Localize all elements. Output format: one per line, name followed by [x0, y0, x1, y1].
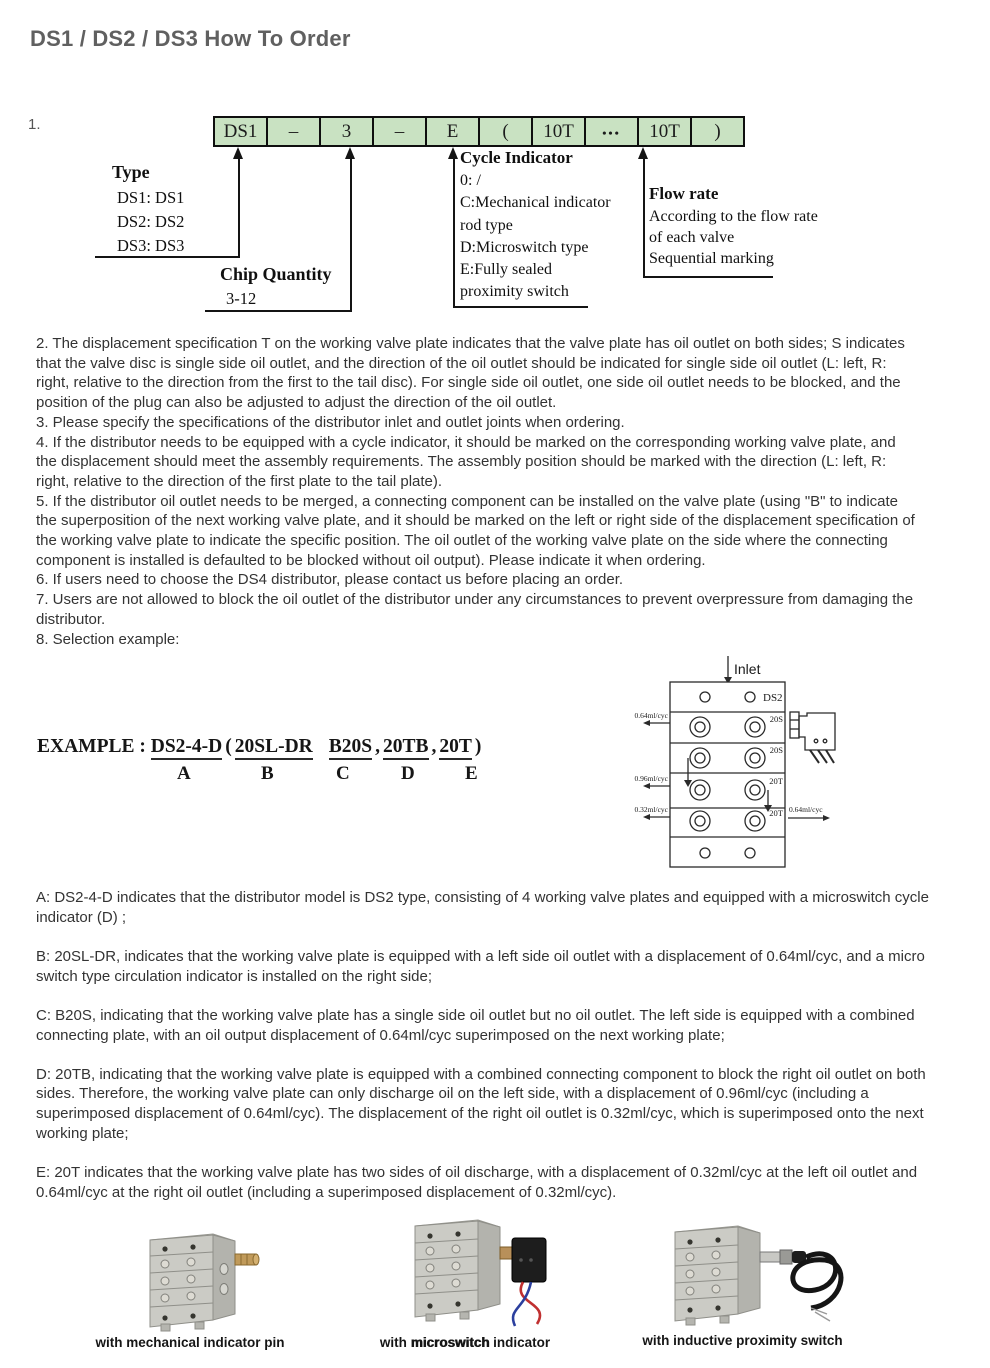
distributor-photo-illustration: [365, 1212, 565, 1332]
plate-label: 20T: [769, 776, 783, 786]
close-paren: ): [474, 736, 482, 757]
note-paragraph: 6. If users need to choose the DS4 distributor, please contact us before placing an order.: [36, 571, 624, 589]
note-paragraph: 7. Users are not allowed to block the oil outlet of the distributor under any circumstances to prevent overpressure from damaging the distributor.: [36, 591, 914, 628]
microswitch-icon: [500, 1238, 546, 1326]
example-code-d: 20TB: [383, 736, 429, 760]
example-explanations: [36, 888, 930, 1222]
example-prefix: EXAMPLE :: [37, 736, 146, 757]
type-callout-items: DS1: DS1 DS2: DS2 DS3: DS3: [117, 188, 185, 255]
order-code-cell: ): [690, 116, 745, 147]
photo-caption: with mechanical indicator pin: [95, 1335, 285, 1350]
cycle-callout-lines: 0: / C:Mechanical indicator rod type D:Microswitch type E:Fully sealed proximity switch: [460, 172, 611, 301]
note-paragraph: 2. The displacement specification T on the working valve plate indicates that the valve plate has oil outlet on both sides; S indicates that the valve disc is single side oil outlet, and the direction of the oil outlet should be indicated for single side oil outlet (L: left, R: right, relative to the direction from the first to the tail disc). For single side oil outlet, one side oil outlet needs to be blocked, and the position of the plug can also be adjusted to adjust the direction of the oil outlet.: [36, 335, 905, 412]
plate-label: 20S: [769, 745, 783, 755]
example-letter-d: D: [401, 763, 415, 784]
photo-mechanical-indicator: [55, 1224, 325, 1350]
flow-callout-underline: [643, 276, 773, 278]
explanation-c: C: B20S, indicating that the working valve plate has a single side oil outlet but no oil outlet. The left side is equipped with a combined connecting plate, with an oil output displacement of 0.64ml/cyc superimposed on the next working plate;: [36, 1006, 915, 1044]
ellipsis-cell: •••: [584, 116, 639, 147]
type-callout-line: [238, 157, 240, 258]
chip-callout-underline: [205, 310, 352, 312]
chip-callout-title: Chip Quantity: [220, 264, 332, 284]
explanation-d: D: 20TB, indicating that the working valve plate is equipped with a combined connecting component to block the right oil outlet on both sides. Therefore, the working valve plate can only discharge oil on the left side, with a displacement of 0.96ml/cyc (including a superimposed displacement of 0.64ml/cyc). The displacement of the right oil outlet is 0.32ml/cyc, which is superimposed onto the next working plate;: [36, 1065, 926, 1142]
explanation-b: B: 20SL-DR, indicates that the working valve plate is equipped with a left side oil outlet with a displacement of 0.64ml/cyc, and a micro switch type circulation indicator is installed on the right side;: [36, 947, 925, 985]
order-code-cell: E: [425, 116, 480, 147]
type-callout-title: Type: [112, 162, 150, 182]
flow-callout-title: Flow rate: [649, 184, 719, 203]
example-letter-a: A: [177, 763, 191, 784]
distributor-photo-illustration: [635, 1218, 850, 1330]
distributor-schematic: [620, 650, 990, 880]
inlet-label: Inlet: [734, 661, 761, 677]
mechanical-pin-icon: [235, 1254, 259, 1265]
flow-label-left: 0.32ml/cyc: [634, 805, 668, 814]
explanation-a: A: DS2-4-D indicates that the distributor model is DS2 type, consisting of 4 working valve plates and equipped with a microswitch cycle indicator (D) ;: [36, 889, 929, 926]
example-code-c: B20S: [329, 736, 372, 760]
plate-label: 20T: [769, 808, 783, 818]
order-code-cell: –: [372, 116, 427, 147]
note-paragraph: 3. Please specify the specifications of the distributor inlet and outlet joints when ordering.: [36, 413, 625, 431]
photo-caption: with microswitch indicator: [379, 1335, 551, 1350]
selection-example-line: [37, 736, 484, 758]
example-letter-b: B: [261, 763, 274, 784]
order-code-cell: DS1: [213, 116, 268, 147]
proximity-switch-cable-icon: [760, 1250, 841, 1321]
item-number: 1.: [28, 116, 41, 133]
flow-callout-lines: According to the flow rate of each valve Sequential marking: [649, 208, 818, 267]
explanation-e: E: 20T indicates that the working valve plate has two sides of oil discharge, with a displacement of 0.32ml/cyc at the left oil outlet and 0.64ml/cyc at the right oil outlet (including a superimposed displacement of 0.32ml/cyc).: [36, 1164, 918, 1201]
order-code-cell: –: [266, 116, 321, 147]
photo-microswitch-indicator: [330, 1212, 600, 1350]
example-letter-c: C: [336, 763, 350, 784]
flow-label-left: 0.96ml/cyc: [634, 774, 668, 783]
ordering-notes: [36, 334, 918, 649]
cycle-callout-line: [453, 157, 455, 306]
order-code-cell: 3: [319, 116, 374, 147]
example-code-b: 20SL-DR: [235, 736, 313, 760]
photo-caption: with inductive proximity switch: [642, 1333, 843, 1348]
comma: ,: [431, 736, 437, 757]
model-label: DS2: [763, 692, 783, 704]
order-code-cell: 10T: [637, 116, 692, 147]
order-code-row: [213, 116, 745, 147]
order-code-cell: 10T: [531, 116, 586, 147]
example-letter-e: E: [465, 763, 478, 784]
cycle-callout-underline: [453, 306, 588, 308]
comma: ,: [375, 736, 380, 757]
example-code-a: DS2-4-D: [151, 736, 223, 760]
chip-callout-line: [350, 157, 352, 312]
photo-inductive-proximity-switch: [600, 1218, 885, 1348]
note-paragraph: 4. If the distributor needs to be equipped with a cycle indicator, it should be marked on the corresponding working valve plate, and the displacement should meet the assembly requirements. The assembly position should be marked with the direction (L: left, R: right, relative to the direction of the first plate to the tail plate).: [36, 433, 896, 490]
flow-label-left: 0.64ml/cyc: [634, 711, 668, 720]
open-paren: (: [225, 736, 232, 757]
example-code-e: 20T: [439, 736, 472, 760]
flow-label-right: 0.64ml/cyc: [789, 805, 823, 814]
distributor-photo-illustration: [95, 1224, 285, 1332]
cycle-callout-title: Cycle Indicator: [460, 148, 573, 167]
chip-quantity-value: 3-12: [226, 289, 257, 308]
note-paragraph: 8. Selection example:: [36, 630, 180, 648]
plate-label: 20S: [769, 714, 783, 724]
flow-callout-line: [643, 157, 645, 276]
order-code-cell: (: [478, 116, 533, 147]
note-paragraph: 5. If the distributor oil outlet needs to be merged, a connecting component can be installed on the valve plate (using "B" to indicate the superposition of the next working valve plate, and it should be marked on the left or right side of the displacement specification of the working valve plate to indicate the specific position. The oil outlet of the working valve plate on the side where the connecting component is installed is defaulted to be blocked without oil output). Please indicate it when ordering.: [36, 492, 915, 569]
page-title: DS1 / DS2 / DS3 How To Order: [30, 26, 351, 51]
